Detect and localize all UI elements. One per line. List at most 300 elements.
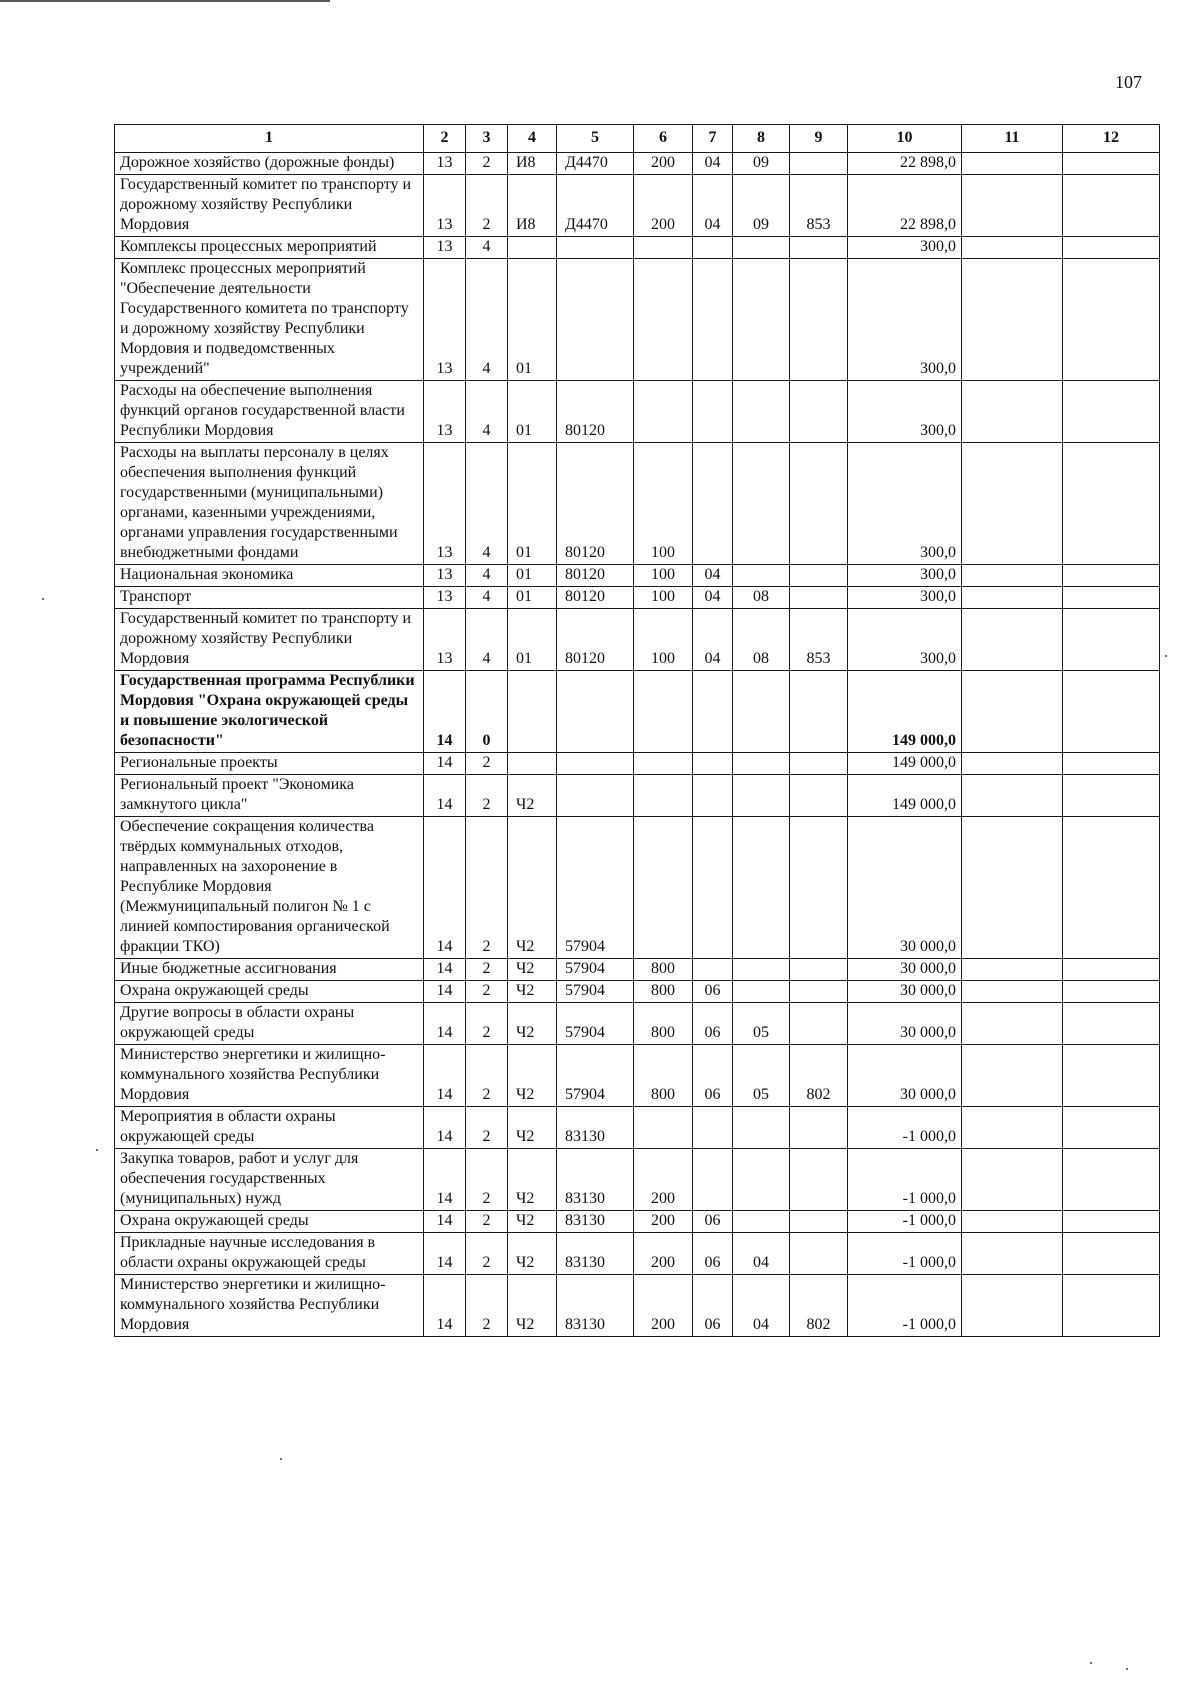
table-cell-col4: Ч2 <box>508 1107 557 1149</box>
table-cell-col4: Ч2 <box>508 1149 557 1211</box>
row-name-cell: Национальная экономика <box>115 565 424 587</box>
scan-speck <box>42 598 44 600</box>
table-cell-col12 <box>1063 1149 1160 1211</box>
table-cell-col10: -1 000,0 <box>848 1275 962 1337</box>
table-cell-col5: 57904 <box>557 959 634 981</box>
table-cell-col12 <box>1063 959 1160 981</box>
table-cell-col2: 14 <box>424 959 466 981</box>
table-cell-col5: 80120 <box>557 443 634 565</box>
table-cell-col8 <box>733 1211 790 1233</box>
table-cell-col7: 04 <box>693 609 733 671</box>
table-cell-col11 <box>962 175 1063 237</box>
table-cell-col11 <box>962 237 1063 259</box>
row-name-cell: Транспорт <box>115 587 424 609</box>
table-cell-col10: 300,0 <box>848 609 962 671</box>
table-cell-col5 <box>557 753 634 775</box>
table-cell-col2: 13 <box>424 153 466 175</box>
table-cell-col4 <box>508 753 557 775</box>
table-cell-col10: -1 000,0 <box>848 1107 962 1149</box>
table-cell-col11 <box>962 381 1063 443</box>
table-cell-col11 <box>962 153 1063 175</box>
table-cell-col9 <box>790 981 848 1003</box>
table-cell-col8 <box>733 259 790 381</box>
table-cell-col2: 14 <box>424 1045 466 1107</box>
row-name-cell: Иные бюджетные ассигнования <box>115 959 424 981</box>
table-row <box>115 175 1160 237</box>
row-name-cell: Мероприятия в области охраны окружающей среды <box>115 1107 424 1149</box>
table-cell-col10: -1 000,0 <box>848 1233 962 1275</box>
table-cell-col7: 04 <box>693 153 733 175</box>
table-row <box>115 1045 1160 1107</box>
table-cell-col2: 14 <box>424 775 466 817</box>
table-cell-col8: 09 <box>733 175 790 237</box>
table-cell-col12 <box>1063 443 1160 565</box>
table-cell-col3: 2 <box>466 959 508 981</box>
table-cell-col3: 4 <box>466 609 508 671</box>
row-name-cell: Комплекс процессных мероприятий "Обеспечение деятельности Государственного комитета по транспорту и дорожному хозяйству Республики Мордовия и подведомственных учреждений" <box>115 259 424 381</box>
table-cell-col7 <box>693 775 733 817</box>
table-cell-col10: 149 000,0 <box>848 753 962 775</box>
table-cell-col9: 853 <box>790 609 848 671</box>
table-cell-col2: 14 <box>424 1003 466 1045</box>
table-body <box>115 153 1160 1337</box>
table-cell-col8: 09 <box>733 153 790 175</box>
table-cell-col5: 57904 <box>557 1045 634 1107</box>
table-cell-col9 <box>790 817 848 959</box>
table-cell-col6: 800 <box>634 1045 693 1107</box>
table-cell-col12 <box>1063 1003 1160 1045</box>
table-cell-col9 <box>790 1211 848 1233</box>
table-cell-col2: 14 <box>424 1211 466 1233</box>
table-row <box>115 1211 1160 1233</box>
table-cell-col6 <box>634 237 693 259</box>
table-row <box>115 775 1160 817</box>
table-cell-col10: -1 000,0 <box>848 1149 962 1211</box>
table-cell-col6 <box>634 775 693 817</box>
table-cell-col6: 100 <box>634 609 693 671</box>
table-header-row <box>115 125 1160 153</box>
table-cell-col3: 2 <box>466 1211 508 1233</box>
table-cell-col3: 2 <box>466 1233 508 1275</box>
row-name-cell: Министерство энергетики и жилищно-коммунального хозяйства Республики Мордовия <box>115 1045 424 1107</box>
table-cell-col6: 100 <box>634 565 693 587</box>
table-cell-col3: 2 <box>466 153 508 175</box>
table-cell-col8: 08 <box>733 587 790 609</box>
table-cell-col4: 01 <box>508 609 557 671</box>
row-name-cell: Охрана окружающей среды <box>115 1211 424 1233</box>
column-header: 4 <box>508 125 557 153</box>
table-cell-col5 <box>557 237 634 259</box>
table-cell-col3: 4 <box>466 259 508 381</box>
row-name-cell: Расходы на обеспечение выполнения функций органов государственной власти Республики Мордовия <box>115 381 424 443</box>
table-cell-col12 <box>1063 175 1160 237</box>
table-row <box>115 817 1160 959</box>
row-name-cell: Министерство энергетики и жилищно-коммунального хозяйства Республики Мордовия <box>115 1275 424 1337</box>
table-cell-col2: 13 <box>424 175 466 237</box>
table-cell-col6: 800 <box>634 981 693 1003</box>
table-row <box>115 443 1160 565</box>
table-cell-col6: 800 <box>634 959 693 981</box>
table-cell-col11 <box>962 1149 1063 1211</box>
table-cell-col4: 01 <box>508 259 557 381</box>
table-cell-col4: 01 <box>508 565 557 587</box>
table-cell-col9 <box>790 959 848 981</box>
scan-edge-line <box>0 0 330 2</box>
column-header: 5 <box>557 125 634 153</box>
table-cell-col2: 14 <box>424 1149 466 1211</box>
table-cell-col9 <box>790 443 848 565</box>
table-cell-col3: 2 <box>466 817 508 959</box>
table-cell-col5: Д4470 <box>557 175 634 237</box>
table-cell-col12 <box>1063 237 1160 259</box>
row-name-cell: Охрана окружающей среды <box>115 981 424 1003</box>
table-row <box>115 671 1160 753</box>
table-cell-col6 <box>634 817 693 959</box>
table-cell-col9 <box>790 753 848 775</box>
column-header: 12 <box>1063 125 1160 153</box>
table-cell-col6: 100 <box>634 587 693 609</box>
table-cell-col10: 30 000,0 <box>848 1045 962 1107</box>
scan-speck <box>1126 1668 1128 1670</box>
table-row <box>115 565 1160 587</box>
table-cell-col7: 06 <box>693 1045 733 1107</box>
table-row <box>115 587 1160 609</box>
table-cell-col4 <box>508 671 557 753</box>
table-cell-col10: 30 000,0 <box>848 959 962 981</box>
table-cell-col6: 200 <box>634 153 693 175</box>
table-cell-col5: 80120 <box>557 609 634 671</box>
table-row <box>115 753 1160 775</box>
row-name-cell: Обеспечение сокращения количества твёрдых коммунальных отходов, направленных на захоронение в Республике Мордовия (Межмуниципальный полигон № 1 с линией компостирования органической фракции ТКО) <box>115 817 424 959</box>
table-cell-col4: Ч2 <box>508 1003 557 1045</box>
table-cell-col10: 300,0 <box>848 587 962 609</box>
table-cell-col5: 57904 <box>557 1003 634 1045</box>
column-header: 3 <box>466 125 508 153</box>
table-cell-col8: 04 <box>733 1233 790 1275</box>
table-cell-col8: 08 <box>733 609 790 671</box>
table-cell-col3: 4 <box>466 587 508 609</box>
table-cell-col11 <box>962 1003 1063 1045</box>
table-cell-col2: 13 <box>424 565 466 587</box>
table-cell-col8 <box>733 381 790 443</box>
table-cell-col10: 300,0 <box>848 237 962 259</box>
table-cell-col10: 22 898,0 <box>848 153 962 175</box>
table-cell-col8 <box>733 775 790 817</box>
table-cell-col9 <box>790 1107 848 1149</box>
table-cell-col6 <box>634 671 693 753</box>
table-cell-col2: 14 <box>424 671 466 753</box>
table-cell-col7 <box>693 753 733 775</box>
table-cell-col3: 4 <box>466 443 508 565</box>
table-cell-col3: 0 <box>466 671 508 753</box>
table-cell-col7 <box>693 443 733 565</box>
table-cell-col8 <box>733 237 790 259</box>
table-cell-col4: Ч2 <box>508 1275 557 1337</box>
table-cell-col7: 04 <box>693 587 733 609</box>
table-cell-col9 <box>790 671 848 753</box>
table-cell-col6 <box>634 753 693 775</box>
table-cell-col4: 01 <box>508 443 557 565</box>
table-cell-col3: 2 <box>466 753 508 775</box>
row-name-cell: Комплексы процессных мероприятий <box>115 237 424 259</box>
table-cell-col3: 4 <box>466 565 508 587</box>
table-cell-col6: 200 <box>634 1149 693 1211</box>
table-cell-col12 <box>1063 381 1160 443</box>
table-cell-col10: 300,0 <box>848 565 962 587</box>
table-cell-col7 <box>693 259 733 381</box>
table-cell-col4: Ч2 <box>508 1045 557 1107</box>
table-cell-col5: 80120 <box>557 381 634 443</box>
table-cell-col12 <box>1063 259 1160 381</box>
table-cell-col7 <box>693 959 733 981</box>
table-cell-col10: 300,0 <box>848 381 962 443</box>
table-row <box>115 1275 1160 1337</box>
column-header: 11 <box>962 125 1063 153</box>
table-cell-col3: 2 <box>466 1275 508 1337</box>
table-row <box>115 609 1160 671</box>
table-cell-col5: 83130 <box>557 1149 634 1211</box>
table-row <box>115 981 1160 1003</box>
table-cell-col9 <box>790 775 848 817</box>
table-cell-col4: 01 <box>508 381 557 443</box>
table-cell-col9 <box>790 565 848 587</box>
table-cell-col8 <box>733 671 790 753</box>
table-cell-col9 <box>790 1233 848 1275</box>
table-cell-col10: 30 000,0 <box>848 981 962 1003</box>
table-cell-col9 <box>790 587 848 609</box>
table-row <box>115 1149 1160 1211</box>
row-name-cell: Закупка товаров, работ и услуг для обеспечения государственных (муниципальных) нужд <box>115 1149 424 1211</box>
table-cell-col11 <box>962 959 1063 981</box>
column-header: 7 <box>693 125 733 153</box>
table-cell-col9 <box>790 1003 848 1045</box>
row-name-cell: Государственная программа Республики Мордовия "Охрана окружающей среды и повышение экологической безопасности" <box>115 671 424 753</box>
table-cell-col6: 200 <box>634 175 693 237</box>
table-cell-col5: 83130 <box>557 1211 634 1233</box>
table-row <box>115 1107 1160 1149</box>
table-cell-col11 <box>962 1211 1063 1233</box>
table-cell-col11 <box>962 443 1063 565</box>
table-cell-col4: Ч2 <box>508 981 557 1003</box>
table-cell-col5: 80120 <box>557 565 634 587</box>
table-cell-col5: 83130 <box>557 1107 634 1149</box>
table-row <box>115 959 1160 981</box>
table-cell-col9 <box>790 153 848 175</box>
page-number: 107 <box>1115 72 1142 92</box>
table-cell-col12 <box>1063 817 1160 959</box>
table-row <box>115 381 1160 443</box>
table-cell-col4 <box>508 237 557 259</box>
column-header: 10 <box>848 125 962 153</box>
row-name-cell: Дорожное хозяйство (дорожные фонды) <box>115 153 424 175</box>
table-cell-col12 <box>1063 565 1160 587</box>
table-cell-col8 <box>733 1107 790 1149</box>
scan-speck <box>96 1149 98 1151</box>
table-cell-col10: 30 000,0 <box>848 817 962 959</box>
table-cell-col6: 800 <box>634 1003 693 1045</box>
table-cell-col4: Ч2 <box>508 817 557 959</box>
table-cell-col9 <box>790 259 848 381</box>
column-header: 1 <box>115 125 424 153</box>
table-cell-col8 <box>733 817 790 959</box>
table-cell-col8 <box>733 959 790 981</box>
table-cell-col6: 200 <box>634 1275 693 1337</box>
table-cell-col4: Ч2 <box>508 959 557 981</box>
table-cell-col9 <box>790 237 848 259</box>
table-cell-col4: 01 <box>508 587 557 609</box>
table-cell-col3: 2 <box>466 1045 508 1107</box>
table-cell-col3: 2 <box>466 1107 508 1149</box>
table-cell-col7 <box>693 1107 733 1149</box>
table-cell-col2: 14 <box>424 753 466 775</box>
table-cell-col5: 83130 <box>557 1233 634 1275</box>
table-cell-col11 <box>962 753 1063 775</box>
table-cell-col2: 14 <box>424 1275 466 1337</box>
table-cell-col6: 200 <box>634 1233 693 1275</box>
table-cell-col7: 04 <box>693 175 733 237</box>
table-cell-col12 <box>1063 609 1160 671</box>
table-row <box>115 153 1160 175</box>
table-cell-col6 <box>634 381 693 443</box>
budget-table <box>114 124 1160 1337</box>
table-cell-col3: 4 <box>466 381 508 443</box>
table-cell-col8 <box>733 565 790 587</box>
column-header: 6 <box>634 125 693 153</box>
row-name-cell: Другие вопросы в области охраны окружающей среды <box>115 1003 424 1045</box>
table-cell-col7 <box>693 1149 733 1211</box>
table-cell-col9 <box>790 1149 848 1211</box>
table-cell-col5 <box>557 671 634 753</box>
table-cell-col12 <box>1063 1233 1160 1275</box>
table-cell-col7: 06 <box>693 1003 733 1045</box>
table-row <box>115 237 1160 259</box>
row-name-cell: Региональный проект "Экономика замкнутого цикла" <box>115 775 424 817</box>
table-cell-col7 <box>693 671 733 753</box>
table-cell-col3: 2 <box>466 1003 508 1045</box>
table-cell-col2: 14 <box>424 1107 466 1149</box>
table-cell-col10: 149 000,0 <box>848 671 962 753</box>
table-cell-col7: 06 <box>693 1275 733 1337</box>
table-cell-col7: 06 <box>693 1211 733 1233</box>
table-cell-col3: 2 <box>466 775 508 817</box>
table-cell-col2: 13 <box>424 381 466 443</box>
table-cell-col12 <box>1063 671 1160 753</box>
table-cell-col6 <box>634 259 693 381</box>
table-cell-col8 <box>733 753 790 775</box>
table-cell-col5 <box>557 259 634 381</box>
table-cell-col10: 300,0 <box>848 259 962 381</box>
table-cell-col2: 13 <box>424 443 466 565</box>
table-row <box>115 259 1160 381</box>
table-cell-col9 <box>790 381 848 443</box>
table-cell-col2: 13 <box>424 587 466 609</box>
scan-speck <box>1090 1662 1092 1664</box>
table-cell-col11 <box>962 609 1063 671</box>
column-header: 9 <box>790 125 848 153</box>
table-cell-col7: 06 <box>693 1233 733 1275</box>
table-cell-col12 <box>1063 775 1160 817</box>
table-cell-col8: 05 <box>733 1045 790 1107</box>
table-cell-col9: 802 <box>790 1275 848 1337</box>
table-cell-col12 <box>1063 587 1160 609</box>
table-cell-col11 <box>962 981 1063 1003</box>
table-cell-col9: 802 <box>790 1045 848 1107</box>
table-cell-col12 <box>1063 1211 1160 1233</box>
table-cell-col11 <box>962 1107 1063 1149</box>
row-name-cell: Расходы на выплаты персоналу в целях обеспечения выполнения функций государственными (муниципальными) органами, казенными учреждениями, органами управления государственными внебюджетными фондами <box>115 443 424 565</box>
table-cell-col8 <box>733 981 790 1003</box>
table-cell-col7 <box>693 237 733 259</box>
table-cell-col12 <box>1063 981 1160 1003</box>
table-cell-col10: 22 898,0 <box>848 175 962 237</box>
table-cell-col2: 13 <box>424 259 466 381</box>
row-name-cell: Прикладные научные исследования в области охраны окружающей среды <box>115 1233 424 1275</box>
table-cell-col7: 04 <box>693 565 733 587</box>
table-cell-col5: 83130 <box>557 1275 634 1337</box>
table-cell-col3: 4 <box>466 237 508 259</box>
table-cell-col11 <box>962 817 1063 959</box>
table-cell-col6: 100 <box>634 443 693 565</box>
table-cell-col4: И8 <box>508 153 557 175</box>
table-cell-col6 <box>634 1107 693 1149</box>
column-header: 8 <box>733 125 790 153</box>
table-cell-col12 <box>1063 153 1160 175</box>
table-cell-col11 <box>962 1275 1063 1337</box>
table-cell-col5: 57904 <box>557 817 634 959</box>
table-cell-col4: Ч2 <box>508 775 557 817</box>
table-cell-col8 <box>733 1149 790 1211</box>
table-cell-col11 <box>962 671 1063 753</box>
table-cell-col12 <box>1063 1045 1160 1107</box>
table-cell-col7: 06 <box>693 981 733 1003</box>
table-cell-col6: 200 <box>634 1211 693 1233</box>
table-cell-col4: Ч2 <box>508 1211 557 1233</box>
table-cell-col11 <box>962 587 1063 609</box>
table-cell-col11 <box>962 1045 1063 1107</box>
table-cell-col5: 57904 <box>557 981 634 1003</box>
row-name-cell: Региональные проекты <box>115 753 424 775</box>
table-row <box>115 1233 1160 1275</box>
table-cell-col12 <box>1063 1107 1160 1149</box>
table-cell-col8 <box>733 443 790 565</box>
table-cell-col10: 30 000,0 <box>848 1003 962 1045</box>
scan-speck <box>1165 655 1167 657</box>
table-row <box>115 1003 1160 1045</box>
table-cell-col5: Д4470 <box>557 153 634 175</box>
table-cell-col3: 2 <box>466 981 508 1003</box>
table-cell-col3: 2 <box>466 1149 508 1211</box>
table-cell-col5 <box>557 775 634 817</box>
table-cell-col8: 04 <box>733 1275 790 1337</box>
row-name-cell: Государственный комитет по транспорту и дорожному хозяйству Республики Мордовия <box>115 175 424 237</box>
table-cell-col11 <box>962 775 1063 817</box>
table-cell-col10: 149 000,0 <box>848 775 962 817</box>
table-cell-col10: -1 000,0 <box>848 1211 962 1233</box>
table-cell-col8: 05 <box>733 1003 790 1045</box>
table-cell-col2: 14 <box>424 1233 466 1275</box>
scan-speck <box>280 1458 282 1460</box>
column-header: 2 <box>424 125 466 153</box>
table-cell-col3: 2 <box>466 175 508 237</box>
table-cell-col11 <box>962 565 1063 587</box>
table-cell-col7 <box>693 817 733 959</box>
table-cell-col4: И8 <box>508 175 557 237</box>
table-cell-col2: 14 <box>424 981 466 1003</box>
table-cell-col11 <box>962 259 1063 381</box>
table-cell-col12 <box>1063 1275 1160 1337</box>
table-cell-col5: 80120 <box>557 587 634 609</box>
table-cell-col2: 13 <box>424 609 466 671</box>
